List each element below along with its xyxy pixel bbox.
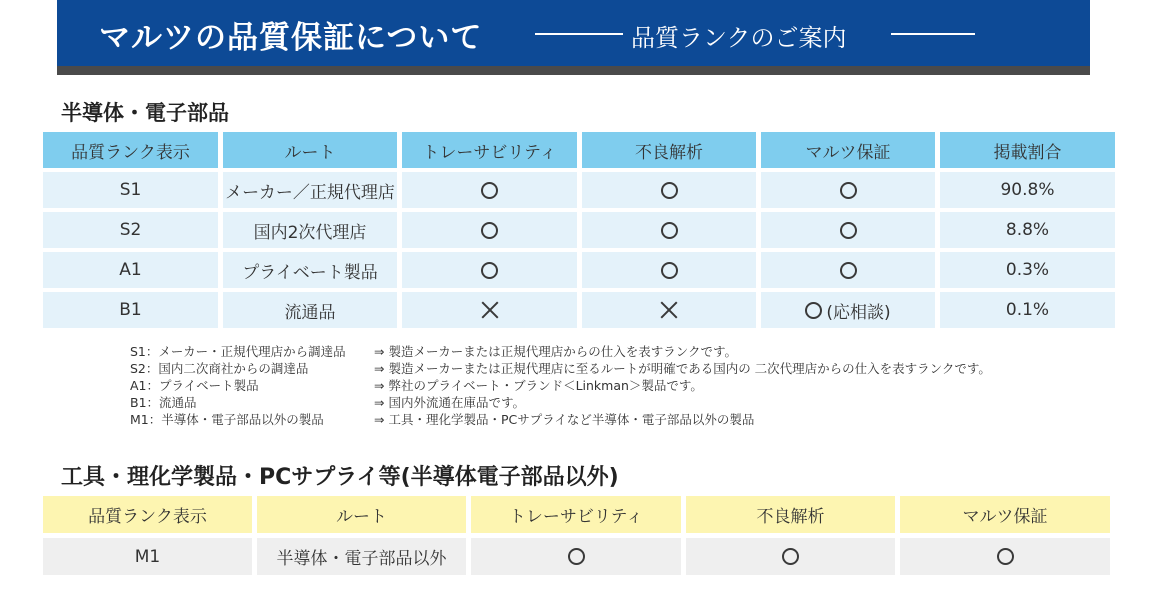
rank-notes <box>130 343 991 428</box>
circle-icon <box>661 182 678 199</box>
column-header: マルツ保証 <box>900 496 1110 533</box>
note-label: B1：流通品 <box>130 395 197 410</box>
cross-icon <box>660 301 678 319</box>
circle-icon <box>805 302 822 319</box>
ratio-cell: 0.1% <box>940 292 1115 328</box>
circle-icon <box>840 262 857 279</box>
route-cell: メーカー／正規代理店 <box>223 172 397 208</box>
circle-icon <box>661 262 678 279</box>
traceability-cell <box>402 172 577 208</box>
column-header: ルート <box>223 132 397 168</box>
ratio-cell: 0.3% <box>940 252 1115 288</box>
rank-cell: S1 <box>43 172 218 208</box>
note-row <box>130 377 991 394</box>
circle-icon <box>568 548 585 565</box>
note-label: S2：国内二次商社からの調達品 <box>130 361 309 376</box>
note-label: A1：プライベート製品 <box>130 378 259 393</box>
traceability-cell <box>471 538 681 575</box>
analysis-cell <box>582 292 756 328</box>
note-description: ⇒ 製造メーカーまたは正規代理店からの仕入を表すランクです。 <box>374 344 737 359</box>
rank-cell: A1 <box>43 252 218 288</box>
column-header: ルート <box>257 496 466 533</box>
column-header: 品質ランク表示 <box>43 496 252 533</box>
banner-rule-right <box>891 33 975 35</box>
circle-icon <box>481 182 498 199</box>
traceability-cell <box>402 292 577 328</box>
analysis-cell <box>582 212 756 248</box>
note-label: S1：メーカー・正規代理店から調達品 <box>130 344 346 359</box>
analysis-cell <box>582 252 756 288</box>
note-description: ⇒ 工具・理化学製品・PCサプライなど半導体・電子部品以外の製品 <box>374 412 755 427</box>
analysis-cell <box>686 538 895 575</box>
page-title: マルツの品質保証について <box>99 20 483 56</box>
section1-title: 半導体・電子部品 <box>61 101 229 125</box>
circle-with-note <box>805 298 890 323</box>
note-row <box>130 343 991 360</box>
ratio-cell: 90.8% <box>940 172 1115 208</box>
page-banner <box>57 0 1090 66</box>
page-subtitle: 品質ランクのご案内 <box>631 24 847 52</box>
column-header: 品質ランク表示 <box>43 132 218 168</box>
analysis-cell <box>582 172 756 208</box>
circle-icon <box>840 182 857 199</box>
column-header: 掲載割合 <box>940 132 1115 168</box>
traceability-cell <box>402 252 577 288</box>
note-row <box>130 394 991 411</box>
note-description: ⇒ 製造メーカーまたは正規代理店に至るルートが明確である国内の 二次代理店からの仕入を表すランクです。 <box>374 361 991 376</box>
column-header: トレーサビリティ <box>402 132 577 168</box>
circle-icon <box>782 548 799 565</box>
banner-rule-left <box>535 33 623 35</box>
route-cell: 流通品 <box>223 292 397 328</box>
column-header: トレーサビリティ <box>471 496 681 533</box>
guarantee-note: (応相談) <box>826 302 891 323</box>
guarantee-cell <box>761 212 935 248</box>
note-row <box>130 360 991 377</box>
route-cell: 半導体・電子部品以外 <box>257 538 466 575</box>
section2-title: 工具・理化学製品・PCサプライ等(半導体電子部品以外) <box>61 465 619 490</box>
guarantee-cell <box>761 292 935 328</box>
column-header: マルツ保証 <box>761 132 935 168</box>
rank-cell: B1 <box>43 292 218 328</box>
note-description: ⇒ 弊社のプライベート・ブランド＜Linkman＞製品です。 <box>374 378 703 393</box>
guarantee-cell <box>761 172 935 208</box>
traceability-cell <box>402 212 577 248</box>
circle-icon <box>481 262 498 279</box>
guarantee-cell <box>761 252 935 288</box>
rank-cell: S2 <box>43 212 218 248</box>
banner-underbar <box>57 66 1090 75</box>
note-description: ⇒ 国内外流通在庫品です。 <box>374 395 525 410</box>
column-header: 不良解析 <box>686 496 895 533</box>
column-header: 不良解析 <box>582 132 756 168</box>
route-cell: 国内2次代理店 <box>223 212 397 248</box>
note-row <box>130 411 991 428</box>
note-label: M1：半導体・電子部品以外の製品 <box>130 412 324 427</box>
circle-icon <box>997 548 1014 565</box>
circle-icon <box>481 222 498 239</box>
circle-icon <box>661 222 678 239</box>
circle-icon <box>840 222 857 239</box>
route-cell: プライベート製品 <box>223 252 397 288</box>
guarantee-cell <box>900 538 1110 575</box>
ratio-cell: 8.8% <box>940 212 1115 248</box>
rank-cell: M1 <box>43 538 252 575</box>
cross-icon <box>481 301 499 319</box>
